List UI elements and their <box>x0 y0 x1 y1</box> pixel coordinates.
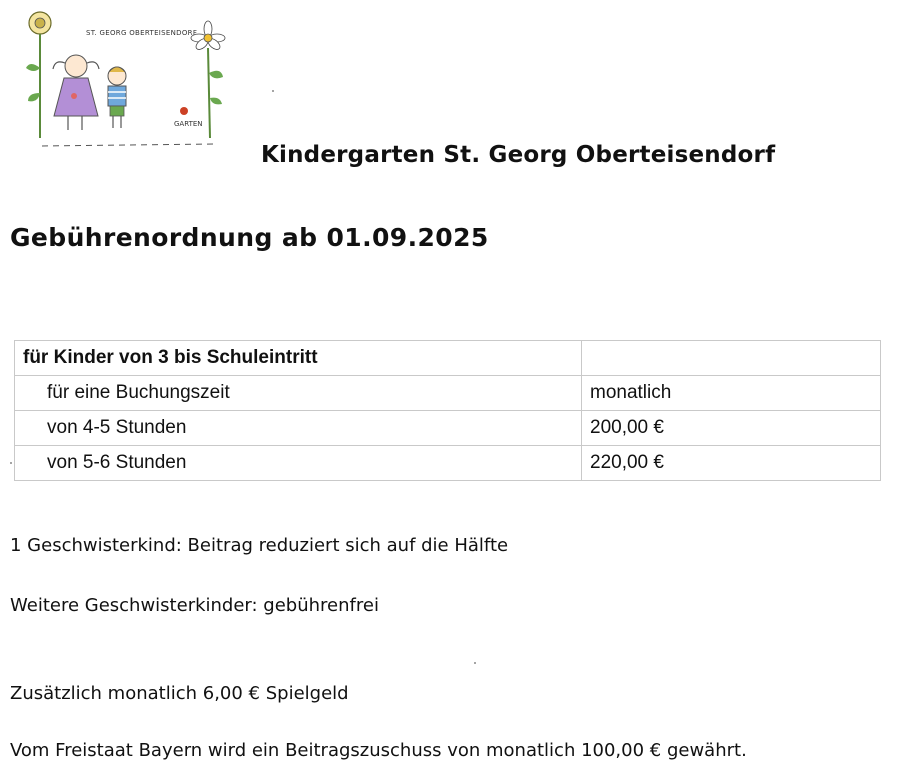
logo-top-text: ST. GEORG OBERTEISENDORF <box>86 29 198 37</box>
table-row <box>15 446 881 481</box>
scan-speck <box>10 462 12 464</box>
logo-bottom-text: GARTEN <box>174 120 203 128</box>
row-label: für eine Buchungszeit <box>15 376 582 411</box>
row-value: 220,00 € <box>582 446 881 481</box>
document-title: Gebührenordnung ab 01.09.2025 <box>10 223 489 252</box>
sibling-note: 1 Geschwisterkind: Beitrag reduziert sich auf die Hälfte <box>10 535 509 556</box>
row-label: von 5-6 Stunden <box>15 446 582 481</box>
table-header-value <box>582 341 881 376</box>
scan-speck <box>272 90 274 92</box>
table-header-label: für Kinder von 3 bis Schuleintritt <box>15 341 582 376</box>
more-siblings-note: Weitere Geschwisterkinder: gebührenfrei <box>10 595 379 616</box>
table-row <box>15 411 881 446</box>
row-value: monatlich <box>582 376 881 411</box>
kindergarten-logo <box>24 8 234 153</box>
organization-title: Kindergarten St. Georg Oberteisendorf <box>261 142 776 168</box>
table-row <box>15 376 881 411</box>
subsidy-note: Vom Freistaat Bayern wird ein Beitragszuschuss von monatlich 100,00 € gewährt. <box>10 740 747 761</box>
row-value: 200,00 € <box>582 411 881 446</box>
row-label: von 4-5 Stunden <box>15 411 582 446</box>
fee-table <box>14 340 881 481</box>
scan-speck <box>474 662 476 664</box>
table-header-row <box>15 341 881 376</box>
play-money-note: Zusätzlich monatlich 6,00 € Spielgeld <box>10 683 349 704</box>
